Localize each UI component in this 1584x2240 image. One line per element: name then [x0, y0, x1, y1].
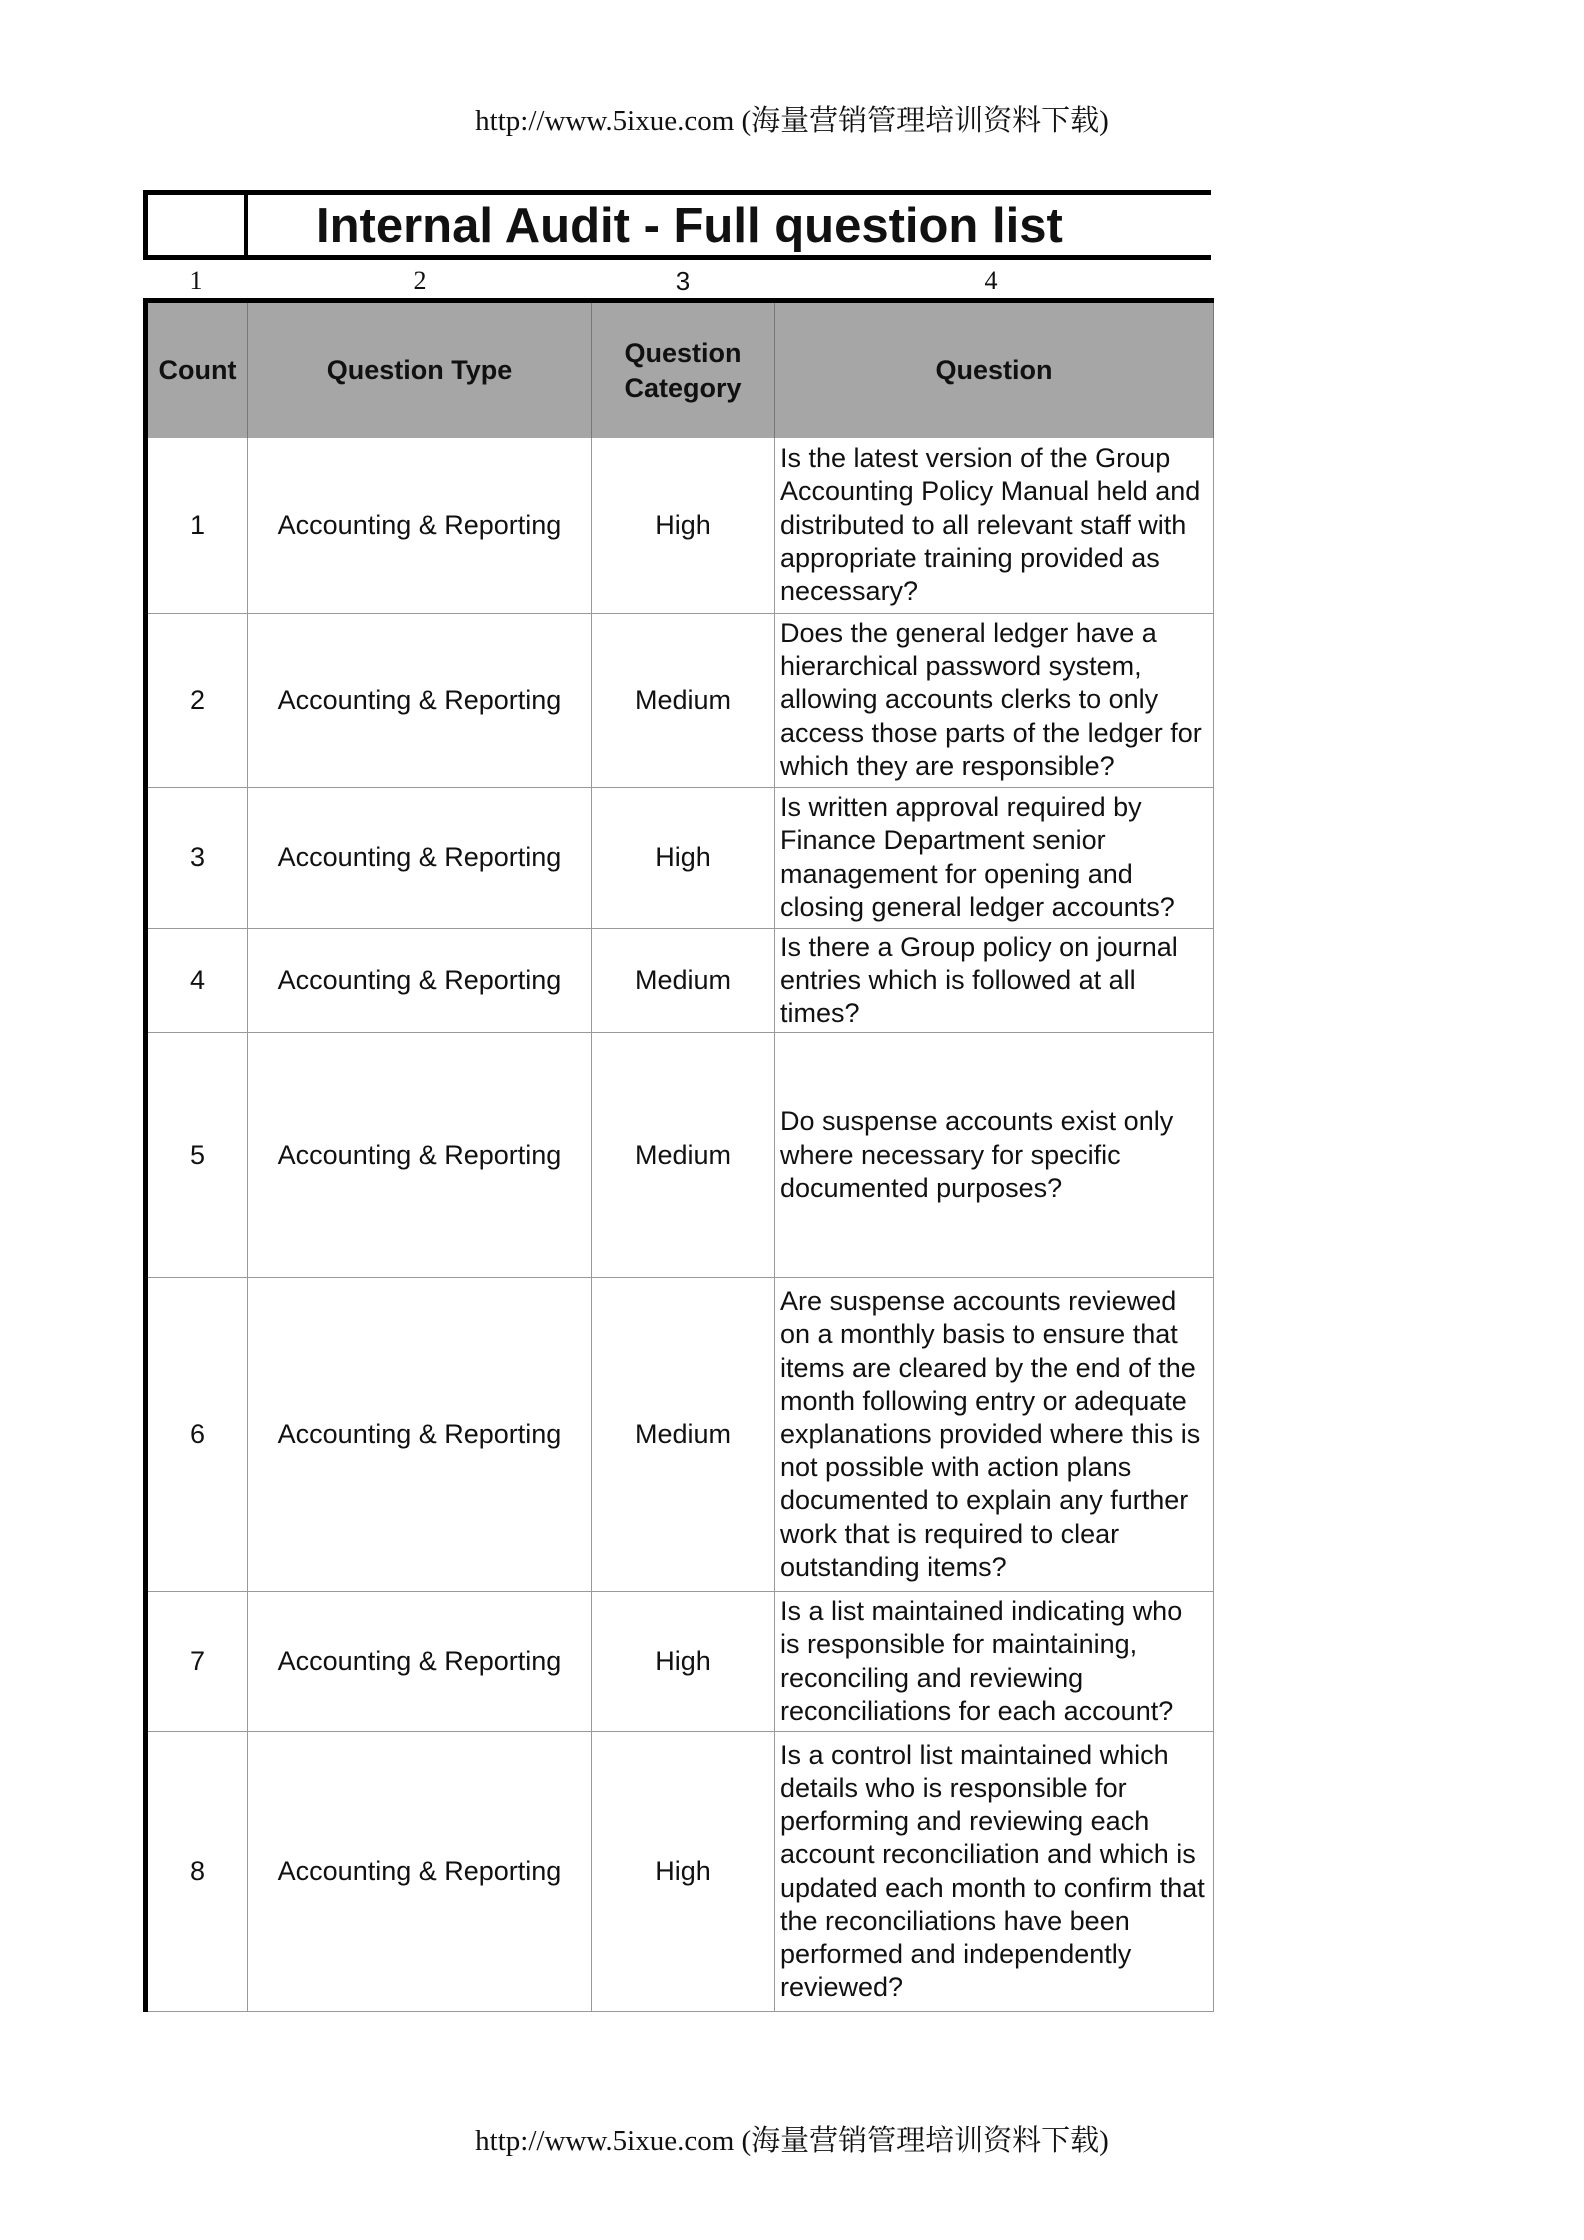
cell-question-type: Accounting & Reporting: [248, 787, 592, 928]
cell-question: Is the latest version of the Group Accounting Policy Manual held and distributed to all relevant staff with appropriate training provided as necessary?: [775, 438, 1214, 613]
cell-count: 1: [146, 438, 248, 613]
cell-question-type: Accounting & Reporting: [248, 613, 592, 787]
cell-question-category: High: [592, 438, 775, 613]
table-row: [146, 1732, 1214, 2012]
cell-question-category: High: [592, 787, 775, 928]
column-number-2: 2: [413, 266, 427, 295]
cell-question: Is a list maintained indicating who is responsible for maintaining, reconciling and reviewing reconciliations for each account?: [775, 1592, 1214, 1732]
cell-question: Is there a Group policy on journal entries which is followed at all times?: [775, 928, 1214, 1033]
cell-question-type: Accounting & Reporting: [248, 1732, 592, 2012]
cell-question-type: Accounting & Reporting: [248, 438, 592, 613]
cell-question-category: Medium: [592, 1033, 775, 1278]
question-table: [143, 298, 1214, 2012]
cell-question-type: Accounting & Reporting: [248, 928, 592, 1033]
cell-count: 6: [146, 1278, 248, 1592]
cell-count: 3: [146, 787, 248, 928]
cell-question: Are suspense accounts reviewed on a monthly basis to ensure that items are cleared by the end of the month following entry or adequate explanations provided where this is not possible with action plans documented to explain any further work that is required to clear outstanding items?: [775, 1278, 1214, 1592]
cell-question-type: Accounting & Reporting: [248, 1278, 592, 1592]
cell-question: Does the general ledger have a hierarchical password system, allowing accounts clerks to only access those parts of the ledger for which they are responsible?: [775, 613, 1214, 787]
cell-question-category: Medium: [592, 928, 775, 1033]
table-row: [146, 613, 1214, 787]
cell-question: Is written approval required by Finance Department senior management for opening and closing general ledger accounts?: [775, 787, 1214, 928]
table-row: [146, 1033, 1214, 1278]
header-question-category: Question Category: [592, 301, 775, 439]
title-band: [143, 190, 1211, 260]
column-number-4: 4: [984, 266, 998, 295]
table-row: [146, 438, 1214, 613]
page-footer-url: http://www.5ixue.com (海量营销管理培训资料下载): [475, 2125, 1109, 2157]
cell-count: 4: [146, 928, 248, 1033]
table-row: [146, 928, 1214, 1033]
page-header-url: http://www.5ixue.com (海量营销管理培训资料下载): [475, 105, 1109, 137]
cell-count: 2: [146, 613, 248, 787]
cell-count: 8: [146, 1732, 248, 2012]
cell-question-category: High: [592, 1732, 775, 2012]
cell-question-category: Medium: [592, 1278, 775, 1592]
title-blank-cell: [148, 195, 248, 255]
table-row: [146, 1592, 1214, 1732]
cell-question-category: Medium: [592, 613, 775, 787]
column-number-1: 1: [189, 266, 203, 295]
table-row: [146, 1278, 1214, 1592]
header-question-type: Question Type: [248, 301, 592, 439]
cell-count: 7: [146, 1592, 248, 1732]
cell-question-type: Accounting & Reporting: [248, 1033, 592, 1278]
document-title: Internal Audit - Full question list: [316, 199, 1063, 253]
header-question: Question: [775, 301, 1214, 439]
cell-count: 5: [146, 1033, 248, 1278]
column-number-3: 3: [675, 266, 691, 296]
column-number-row: [143, 266, 1211, 296]
cell-question: Do suspense accounts exist only where necessary for specific documented purposes?: [775, 1033, 1214, 1278]
table-header-row: [146, 301, 1214, 439]
table-row: [146, 787, 1214, 928]
cell-question-type: Accounting & Reporting: [248, 1592, 592, 1732]
cell-question: Is a control list maintained which details who is responsible for performing and reviewing each account reconciliation and which is updated each month to confirm that the reconciliations have been performed and independently reviewed?: [775, 1732, 1214, 2012]
cell-question-category: High: [592, 1592, 775, 1732]
header-count: Count: [146, 301, 248, 439]
